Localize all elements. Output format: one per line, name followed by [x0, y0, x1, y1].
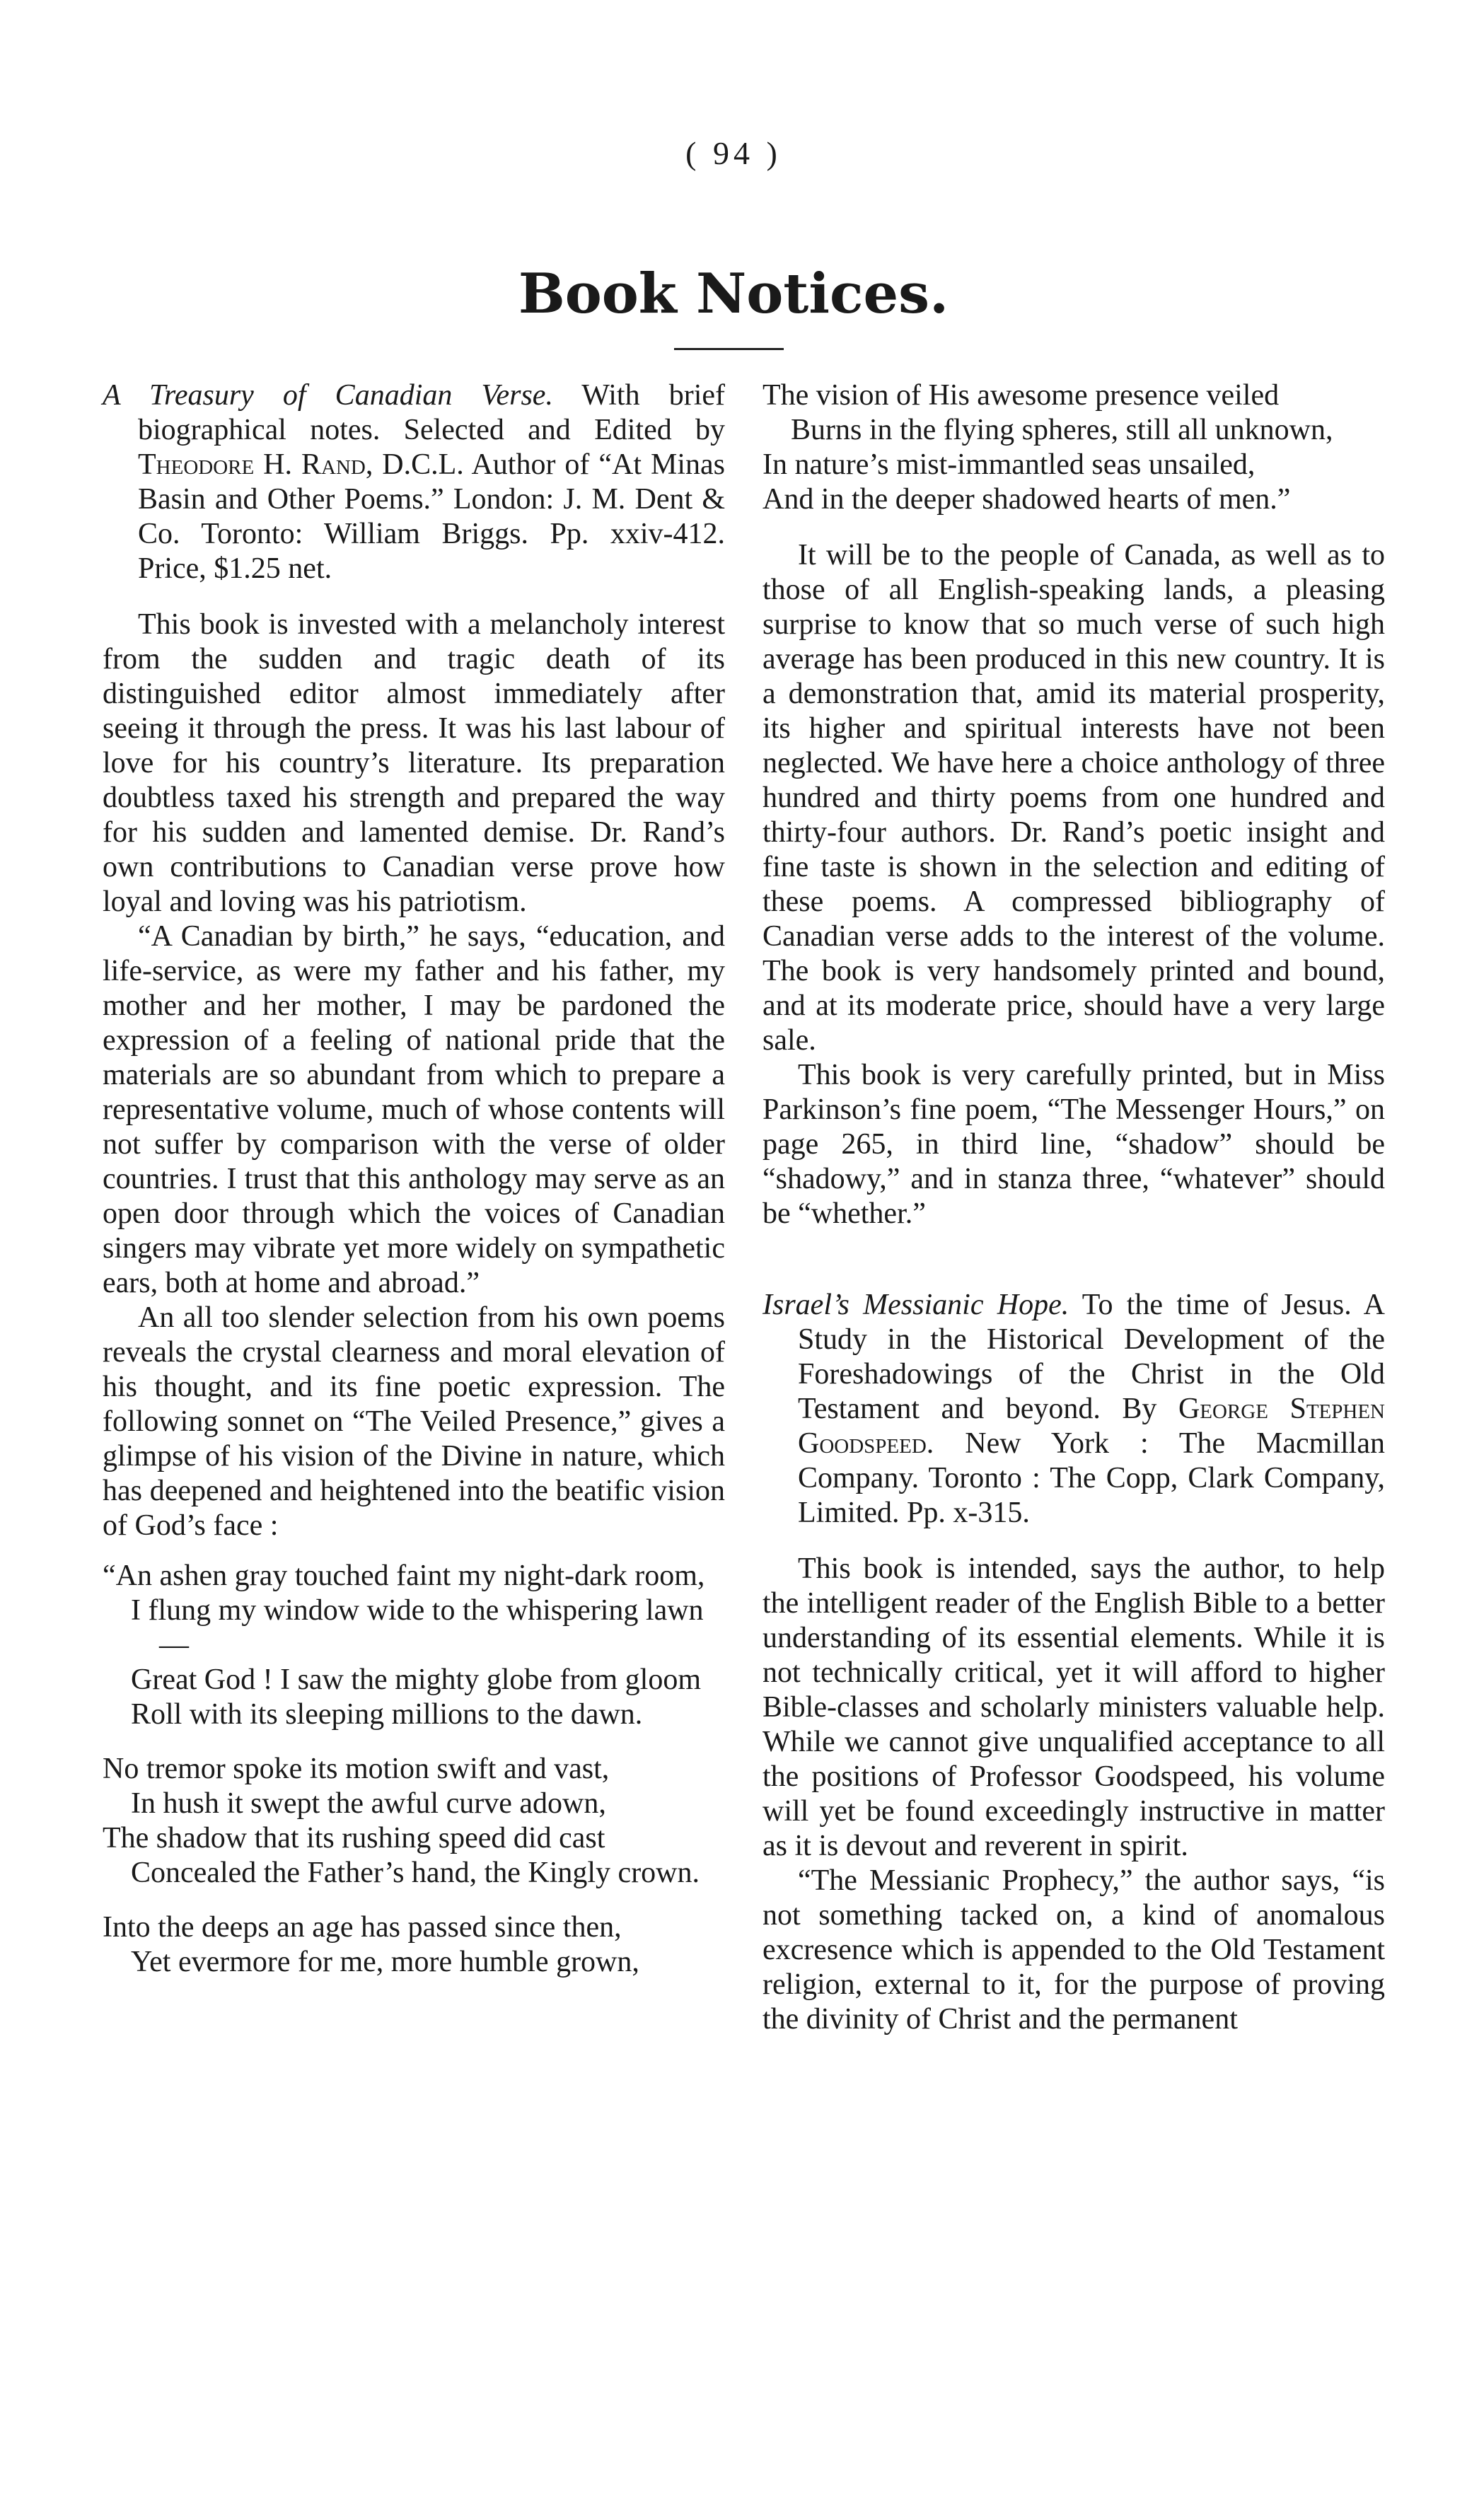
title-divider	[674, 348, 784, 350]
book-title: Israel’s Messianic Hope.	[763, 1289, 1069, 1321]
page-title: Book Notices.	[518, 262, 949, 326]
verse-line: I flung my window wide to the whispering lawn—	[131, 1594, 704, 1661]
review-heading-messianic	[763, 1288, 1385, 1531]
body-paragraph: “The Messianic Prophecy,” the author says, “is not something tacked on, a kind of anomalous excresence which is appended to the Old Testament religion, external to it, for the purpose of proving the divinity of Christ and the permanent	[763, 1864, 1385, 2036]
verse-line: The vision of His awesome presence veiled	[763, 379, 1280, 412]
verse-line: Into the deeps an age has passed since then,	[103, 1911, 622, 1944]
sonnet-verse-continued	[763, 378, 1385, 517]
body-paragraph: It will be to the people of Canada, as well as to those of all English-speaking lands, a pleasing surprise to know that so much verse of such high average has been produced in this new country. It is a demonstration that, amid its material prosperity, its higher and spiritual interests have not been neglected. We have here a choice anthology of three hundred and thirty poems from one hundred and thirty-four authors. Dr. Rand’s poetic insight and fine taste is shown in the selection and editing of these poems. A compressed bibliography of Canadian verse adds to the interest of the volume. The book is very handsomely printed and bound, and at its moderate price, should have a very large sale.	[763, 539, 1385, 1057]
heading-text: With brief biographical notes. Selected and Edited by	[138, 379, 725, 446]
review-heading-treasury	[103, 378, 725, 586]
author-name: George Stephen Goodspeed	[798, 1393, 1385, 1460]
page-number: ( 94 )	[685, 135, 782, 171]
verse-line: And in the deeper shadowed hearts of men.”	[763, 483, 1291, 516]
verse-line: The shadow that its rushing speed did cast	[103, 1822, 605, 1854]
heading-text: , D.C.L. Author of “At Minas Basin and Other Poems.” London: J. M. Dent & Co. Toronto: William Briggs. Pp. xxiv-412. Price, $1.25 net.	[138, 448, 726, 585]
verse-line: Concealed the Father’s hand, the Kingly crown.	[131, 1857, 700, 1889]
editor-name: Theodore H. Rand	[138, 448, 366, 481]
verse-line: In nature’s mist-immantled seas unsailed,	[763, 448, 1256, 481]
verse-line: In hush it swept the awful curve adown,	[131, 1787, 606, 1820]
verse-line: “An ashen gray touched faint my night-dark room,	[103, 1560, 705, 1592]
left-column	[103, 378, 725, 1980]
heading-text: To the time of Jesus. A Study in the Historical Development of the Foreshadowings of the Christ in the Old Testament and beyond. By	[798, 1289, 1385, 1425]
right-column	[763, 378, 1385, 2037]
verse-stanza	[103, 1910, 725, 1980]
verse-line: Roll with its sleeping millions to the dawn.	[131, 1698, 643, 1731]
verse-line: No tremor spoke its motion swift and vast,	[103, 1753, 610, 1785]
body-paragraph: “A Canadian by birth,” he says, “education, and life-service, as were my father and his father, my mother and her mother, I may be pardoned the expression of a feeling of national pride that the materials are so abundant from which to prepare a representative volume, much of whose contents will not suffer by comparison with the verse of older countries. I trust that this anthology may serve as an open door through which the voices of Canadian singers may vibrate yet more widely on sympathetic ears, both at home and abroad.”	[103, 920, 725, 1299]
verse-line: Yet evermore for me, more humble grown,	[131, 1946, 639, 1978]
body-paragraph: This book is invested with a melancholy interest from the sudden and tragic death of its distinguished editor almost immediately after seeing it through the press. It was his last labour of love for his country’s literature. Its preparation doubtless taxed his strength and prepared the way for his sudden and lamented demise. Dr. Rand’s own contributions to Canadian verse prove how loyal and loving was his patriotism.	[103, 608, 725, 918]
body-paragraph: This book is intended, says the author, to help the intelligent reader of the English Bible to a better understanding of its essential elements. While it is not technically critical, yet it will afford to higher Bible-classes and scholarly ministers valuable help. While we cannot give unqualified acceptance to all the positions of Professor Goodspeed, his volume will yet be found exceedingly instructive in matter as it is devout and reverent in spirit.	[763, 1552, 1385, 1862]
book-title: A Treasury of Canadian Verse.	[103, 379, 553, 412]
body-paragraph: An all too slender selection from his own poems reveals the crystal clearness and moral elevation of his thought, and its fine poetic expression. The following sonnet on “The Veiled Presence,” gives a glimpse of his vision of the Divine in nature, which has deepened and heightened into the beatific vision of God’s face :	[103, 1301, 725, 1542]
verse-stanza	[103, 1752, 725, 1891]
verse-line: Burns in the flying spheres, still all unknown,	[791, 414, 1333, 446]
body-paragraph: This book is very carefully printed, but in Miss Parkinson’s fine poem, “The Messenger Hours,” on page 265, in third line, “shadow” should be “shadowy,” and in stanza three, “whatever” should be “whether.”	[763, 1059, 1385, 1230]
verse-line: Great God ! I saw the mighty globe from gloom	[131, 1663, 701, 1696]
sonnet-verse	[103, 1559, 725, 1980]
heading-text: . New York : The Macmillan Company. Toronto : The Copp, Clark Company, Limited. Pp. x-315.	[798, 1427, 1385, 1529]
verse-stanza	[103, 1559, 725, 1732]
